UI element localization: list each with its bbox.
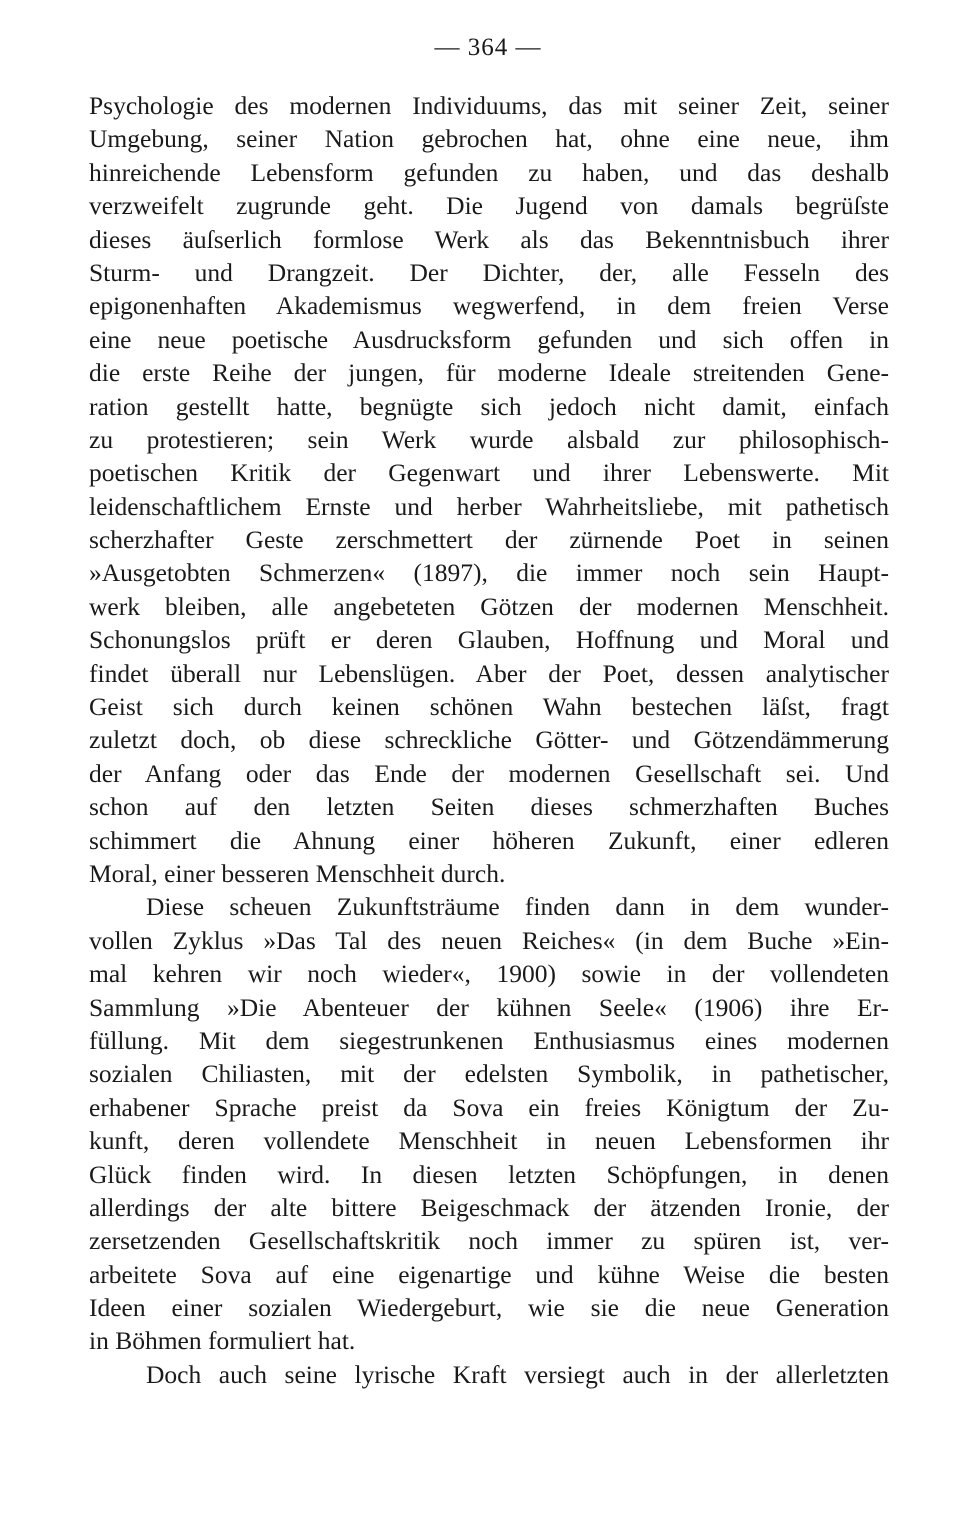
text-line: allerdings der alte bittere Beigeschmack der ätzenden Ironie, der [89, 1192, 889, 1222]
text-line: Glück finden wird. In diesen letzten Schöpfungen, in denen [89, 1159, 889, 1189]
text-line: dieses äuſserlich formlose Werk als das Bekenntnisbuch ihrer [89, 224, 889, 254]
page-number: — 364 — [434, 34, 542, 61]
text-line: Sturm- und Drangzeit. Der Dichter, der, alle Fesseln des [89, 257, 889, 287]
text-line: kunft, deren vollendete Menschheit in neuen Lebensformen ihr [89, 1126, 889, 1156]
text-line: Sammlung »Die Abenteuer der kühnen Seele« (1906) ihre Er- [89, 992, 889, 1022]
text-line: verzweifelt zugrunde geht. Die Jugend von damals begrüſste [89, 191, 889, 221]
text-line: arbeitete Sova auf eine eigenartige und kühne Weise die besten [89, 1259, 889, 1289]
text-line: sozialen Chiliasten, mit der edelsten Symbolik, in pathetischer, [89, 1059, 889, 1089]
text-line: Doch auch seine lyrische Kraft versiegt auch in der allerletzten [146, 1359, 889, 1389]
body-text [89, 89, 889, 1391]
text-line: hinreichende Lebensform gefunden zu haben, und das deshalb [89, 157, 889, 187]
text-line: Umgebung, seiner Nation gebrochen hat, ohne eine neue, ihm [89, 124, 889, 154]
text-line: zuletzt doch, ob diese schreckliche Götter- und Götzendämmerung [89, 725, 889, 755]
text-line: füllung. Mit dem siegestrunkenen Enthusiasmus eines modernen [89, 1025, 889, 1055]
text-line: Schonungslos prüft er deren Glauben, Hoffnung und Moral und [89, 625, 889, 655]
text-line: scherzhafter Geste zerschmettert der zürnende Poet in seinen [89, 525, 889, 555]
text-line: zu protestieren; sein Werk wurde alsbald zur philosophisch- [89, 424, 889, 454]
text-line: zersetzenden Gesellschaftskritik noch immer zu spüren ist, ver- [89, 1226, 889, 1256]
text-line: schon auf den letzten Seiten dieses schmerzhaften Buches [89, 792, 889, 822]
text-line: epigonenhaften Akademismus wegwerfend, in dem freien Verse [89, 291, 889, 321]
text-line: leidenschaftlichem Ernste und herber Wahrheitsliebe, mit pathetisch [89, 491, 889, 521]
text-line: poetischen Kritik der Gegenwart und ihrer Lebenswerte. Mit [89, 458, 889, 488]
text-line: eine neue poetische Ausdrucksform gefunden und sich offen in [89, 324, 889, 354]
text-line: schimmert die Ahnung einer höheren Zukunft, einer edleren [89, 825, 889, 855]
text-line: der Anfang oder das Ende der modernen Gesellschaft sei. Und [89, 758, 889, 788]
text-line: Geist sich durch keinen schönen Wahn bestechen läſst, fragt [89, 692, 889, 722]
text-line: die erste Reihe der jungen, für moderne Ideale streitenden Gene- [89, 358, 889, 388]
text-line: Moral, einer besseren Menschheit durch. [89, 858, 506, 888]
text-line: ration gestellt hatte, begnügte sich jedoch nicht damit, einfach [89, 391, 889, 421]
text-line: in Böhmen formuliert hat. [89, 1326, 356, 1356]
text-line: Psychologie des modernen Individuums, das mit seiner Zeit, seiner [89, 91, 889, 120]
text-line: Ideen einer sozialen Wiedergeburt, wie sie die neue Generation [89, 1293, 889, 1323]
text-line: Diese scheuen Zukunftsträume finden dann in dem wunder- [146, 892, 889, 922]
text-line: findet überall nur Lebenslügen. Aber der Poet, dessen analytischer [89, 658, 889, 688]
text-line: erhabener Sprache preist da Sova ein freies Königtum der Zu- [89, 1092, 889, 1122]
text-line: werk bleiben, alle angebeteten Götzen der modernen Menschheit. [89, 591, 889, 621]
text-line: mal kehren wir noch wieder«, 1900) sowie in der vollendeten [89, 959, 889, 989]
text-line: »Ausgetobten Schmerzen« (1897), die immer noch sein Haupt- [89, 558, 889, 588]
text-line: vollen Zyklus »Das Tal des neuen Reiches« (in dem Buche »Ein- [89, 925, 889, 955]
